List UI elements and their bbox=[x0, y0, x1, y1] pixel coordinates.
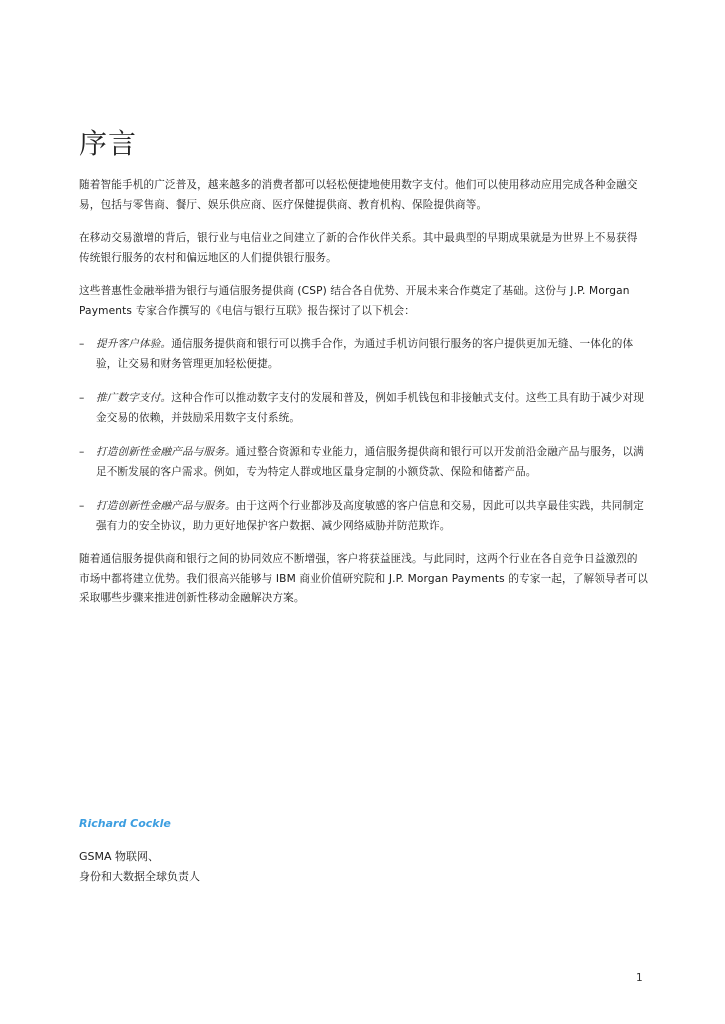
bullet-dash: – bbox=[79, 338, 85, 350]
bullet-lead: 打造创新性金融产品与服务。 bbox=[96, 500, 236, 512]
page-title: 序言 bbox=[79, 127, 138, 160]
body-content bbox=[79, 176, 648, 623]
bullet-lead: 提升客户体验。 bbox=[96, 338, 172, 350]
bullet-text: 通过整合资源和专业能力，通信服务提供商和银行可以开发前沿金融产品与服务，以满足不断发展的客户需求。例如，专为特定人群或地区量身定制的小额贷款、保险和储蓄产品。 bbox=[96, 446, 644, 478]
bullet-lead: 打造创新性金融产品与服务。 bbox=[96, 446, 236, 458]
bullet-dash: – bbox=[79, 500, 85, 512]
signature-name: Richard Cockle bbox=[79, 817, 171, 830]
list-item bbox=[79, 443, 648, 482]
signature-role-line-2: 身份和大数据全球负责人 bbox=[79, 869, 200, 883]
paragraph-intro: 随着智能手机的广泛普及，越来越多的消费者都可以轻松便捷地使用数字支付。他们可以使用移动应用完成各种金融交易，包括与零售商、餐厅、娱乐供应商、医疗保健提供商、教育机构、保险提供商等。 bbox=[79, 179, 638, 211]
list-item bbox=[79, 497, 648, 536]
bullet-dash: – bbox=[79, 392, 85, 404]
paragraph-opportunities: 这些普惠性金融举措为银行与通信服务提供商 (CSP) 结合各自优势、开展未来合作奠定了基础。这份与 J.P. Morgan Payments 专家合作撰写的《电信与银行互联》报告探讨了以下机会： bbox=[79, 285, 630, 317]
bullet-text: 由于这两个行业都涉及高度敏感的客户信息和交易，因此可以共享最佳实践，共同制定强有力的安全协议，助力更好地保护客户数据、减少网络威胁并防范欺诈。 bbox=[96, 500, 644, 532]
bullet-lead: 推广数字支付。 bbox=[96, 392, 172, 404]
paragraph-closing: 随着通信服务提供商和银行之间的协同效应不断增强，客户将获益匪浅。与此同时，这两个行业在各自竞争日益激烈的市场中都将建立优势。我们很高兴能够与 IBM 商业价值研究院和 J.P. Morgan Payments 的专家一起，了解领导者可以采取哪些步骤来推进创新性移动金融解决方案。 bbox=[79, 553, 649, 604]
bullet-text: 这种合作可以推动数字支付的发展和普及，例如手机钱包和非接触式支付。这些工具有助于减少对现金交易的依赖，并鼓励采用数字支付系统。 bbox=[96, 392, 644, 424]
bullet-text: 通信服务提供商和银行可以携手合作，为通过手机访问银行服务的客户提供更加无缝、一体化的体验，让交易和财务管理更加轻松便捷。 bbox=[96, 338, 634, 370]
paragraph-partnership: 在移动交易激增的背后，银行业与电信业之间建立了新的合作伙伴关系。其中最典型的早期成果就是为世界上不易获得传统银行服务的农村和偏远地区的人们提供银行服务。 bbox=[79, 232, 638, 264]
opportunity-list bbox=[79, 335, 648, 536]
list-item bbox=[79, 335, 648, 374]
list-item bbox=[79, 389, 648, 428]
signature-block bbox=[79, 817, 479, 886]
page-number: 1 bbox=[636, 972, 643, 984]
signature-role-line-1: GSMA 物联网、 bbox=[79, 850, 160, 863]
bullet-dash: – bbox=[79, 446, 85, 458]
